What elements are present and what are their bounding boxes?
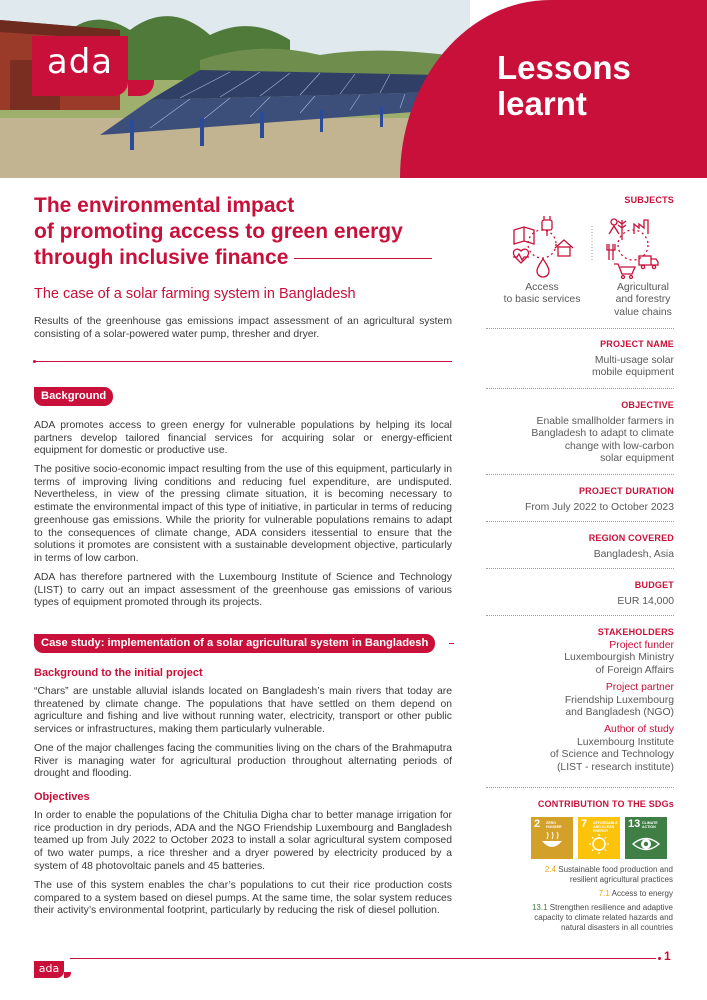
page-title xyxy=(34,193,454,271)
sdg-target-13-1-row xyxy=(500,903,673,913)
sdg-13-label: CLIMATE ACTION xyxy=(642,821,658,829)
region-section xyxy=(486,533,674,561)
objective-line-2: Bangladesh to adapt to climate xyxy=(531,428,674,440)
title-line-2: learnt xyxy=(497,85,587,122)
sdg-7-label: AFFORDABLE AND CLEAN ENERGY xyxy=(593,821,618,833)
subject-icons xyxy=(496,214,686,284)
sdg-target-13-1-line-2: capacity to climate related hazards and xyxy=(534,913,673,922)
page-title-line-3: through inclusive finance xyxy=(34,246,289,269)
partner-label: Project partner xyxy=(605,682,674,694)
sidebar-divider xyxy=(486,615,674,616)
sdg-target-13-1-line-1: Strengthen resilience and adaptive xyxy=(549,903,673,912)
case-study-rule xyxy=(449,643,454,644)
project-name-line-2: mobile equipment xyxy=(591,367,674,379)
sdg-heading: CONTRIBUTION TO THE SDGs xyxy=(537,799,674,809)
case-study-paragraph-4: The use of this system enables the char’s populations to cut their rice production costs compared to a system based on diesel pumps. At the same time, the solar system reduces their activity’s environmental footprint, particularly by reducing the risk of diesel pollution. xyxy=(34,880,452,917)
page-subtitle: The case of a solar farming system in Bangladesh xyxy=(34,286,356,302)
subject-basic-services xyxy=(497,282,587,307)
objective-value xyxy=(486,416,674,466)
footer-rule xyxy=(70,958,656,959)
heart-icon xyxy=(513,249,529,263)
subjects-heading: SUBJECTS xyxy=(624,195,674,205)
water-drop-icon xyxy=(537,259,549,277)
case-study-heading: Case study: implementation of a solar agricultural system in Bangladesh xyxy=(34,634,435,653)
sdg-target-13-1 xyxy=(500,903,673,933)
author-line-1: Luxembourg Institute xyxy=(576,736,674,748)
page-title-line-2: of promoting access to green energy xyxy=(34,220,403,243)
initial-project-subheading: Background to the initial project xyxy=(34,667,203,679)
sdg-7-number: 7 xyxy=(581,818,588,830)
objective-section xyxy=(486,400,674,466)
sdg-2-label: ZERO HUNGER xyxy=(546,821,562,829)
wheat-icon xyxy=(618,220,626,240)
funder-label: Project funder xyxy=(609,640,674,651)
page-number: 1 xyxy=(664,949,671,963)
sdg-target-7-1-text: Access to energy xyxy=(611,889,673,898)
plug-icon xyxy=(542,216,552,236)
partner-line-1: Friendship Luxembourg xyxy=(564,694,674,706)
house-icon xyxy=(555,240,573,256)
background-paragraph-2: The positive socio-economic impact resulting from the use of this equipment, particularly in terms of improving living conditions and reducing fuel expenditure, are undisputed. Nevertheless, in view of the pressing climate situation, it is becoming necessary to estimate the environmental impact of this type of initiative, in particular in terms of reducing greenhouse gas emissions. While the priority for vulnerable populations remains to adapt to the consequences of climate change, ADA considers itessential to ensure that the solutions it promotes are consistent with a sustainable development objective, particularly in terms of low carbon. xyxy=(34,464,452,564)
funder-line-1: Luxembourgish Ministry xyxy=(564,652,674,664)
hero-banner xyxy=(0,0,707,178)
person-icon xyxy=(609,219,619,234)
author-line-3: (LIST - research institute) xyxy=(556,761,674,773)
ada-logo xyxy=(32,36,128,96)
eye-globe-icon xyxy=(625,817,667,859)
bowl-icon xyxy=(531,817,573,859)
footer-dot xyxy=(658,957,661,960)
budget-heading: BUDGET xyxy=(634,580,674,590)
page-title-line-1: The environmental impact xyxy=(34,194,295,217)
cutlery-icon xyxy=(607,244,615,260)
subject-2-line-2: and forestry xyxy=(615,294,671,306)
book-icon xyxy=(514,227,534,244)
stakeholders-heading: STAKEHOLDERS xyxy=(597,627,674,637)
sdg-target-2-4-line-2: resilient agricultural practices xyxy=(569,875,673,884)
sidebar-divider xyxy=(486,328,674,329)
sdg-target-7-1 xyxy=(500,889,673,899)
sidebar-divider xyxy=(486,474,674,475)
sun-power-icon xyxy=(578,817,620,859)
case-study-paragraph-2: One of the major challenges facing the communities living on the chars of the Brahmaputra River is managing water for agricultural production throughout alternating periods of drought and flooding. xyxy=(34,743,452,780)
project-name-heading: PROJECT NAME xyxy=(600,339,674,349)
objective-line-1: Enable smallholder farmers in xyxy=(536,416,674,427)
sdg-target-2-4-line-1: Sustainable food production and xyxy=(558,865,673,874)
project-name-section xyxy=(486,339,674,380)
stakeholders-section xyxy=(486,627,674,774)
sdg-tile-7 xyxy=(578,817,620,859)
footer-logo-text: ada xyxy=(38,962,60,975)
project-name-value xyxy=(486,355,674,380)
footer-logo-tick xyxy=(64,972,71,978)
case-study-paragraph-1: “Chars” are unstable alluvial islands located on Bangladesh’s main rivers that today are threatened by climate change. The populations that have settled on them depend on agriculture and fishing and live without running water, electricity, transport or other public services or infrastructures, making them particularly vulnerable. xyxy=(34,686,452,736)
sdg-target-2-4 xyxy=(500,865,673,885)
subject-1-line-1: Access xyxy=(525,282,559,293)
factory-icon xyxy=(634,220,648,234)
case-study-paragraph-3: In order to enable the populations of the Chitulia Digha char to better manage irrigation for rice production in dry periods, ADA and the NGO Friendship Luxembourg and Bangladesh teamed up from July 2022 to October 2023 to install a solar agricultural system composed of two water pumps, a rice thresher and a dryer powered by electricity produced by a system of 48 photovoltaic panels and 45 batteries. xyxy=(34,810,452,872)
title-line-1: Lessons xyxy=(497,49,631,86)
funder-block xyxy=(486,640,674,677)
background-paragraph-1: ADA promotes access to green energy for vulnerable populations by helping its local partners develop tailored financial services for acquiring solar or energy-efficient equipment for domestic or productive use. xyxy=(34,420,452,457)
sdg-section xyxy=(486,799,674,809)
funder-line-2: of Foreign Affairs xyxy=(595,664,674,676)
sdg-target-2-4-row xyxy=(500,865,673,875)
objective-heading: OBJECTIVE xyxy=(621,400,674,410)
sdg-tile-13 xyxy=(625,817,667,859)
background-heading: Background xyxy=(34,387,113,406)
author-label: Author of study xyxy=(604,724,674,736)
budget-section xyxy=(486,580,674,608)
intro-divider xyxy=(34,361,452,362)
region-value: Bangladesh, Asia xyxy=(593,549,674,560)
sidebar-divider xyxy=(486,521,674,522)
document-type-title xyxy=(497,50,697,122)
objectives-subheading: Objectives xyxy=(34,791,90,803)
region-heading: REGION COVERED xyxy=(588,533,674,543)
subject-agriculture xyxy=(594,282,692,319)
footer-logo xyxy=(34,961,64,978)
partner-line-2: and Bangladesh (NGO) xyxy=(565,707,674,719)
title-rule xyxy=(294,258,432,259)
background-paragraph-3: ADA has therefore partnered with the Luxembourg Institute of Science and Technology (LIST) to carry out an impact assessment of the greenhouse gas emissions of various types of equipment promoted through its projects. xyxy=(34,572,452,609)
sdg-target-2-4-number: 2.4 xyxy=(544,865,556,874)
page-title-line-3-row xyxy=(34,245,454,271)
duration-section xyxy=(486,486,674,514)
partner-block xyxy=(486,682,674,719)
subject-1-line-2: to basic services xyxy=(503,294,581,306)
sidebar-divider xyxy=(486,787,674,788)
duration-value: From July 2022 to October 2023 xyxy=(524,502,674,513)
objective-line-4: solar equipment xyxy=(600,453,674,465)
sdg-2-number: 2 xyxy=(534,818,541,830)
project-name-line-1: Multi-usage solar xyxy=(594,355,674,366)
subject-2-line-1: Agricultural xyxy=(617,282,669,293)
author-block xyxy=(486,724,674,774)
sdg-tile-2 xyxy=(531,817,573,859)
sdg-target-13-1-number: 13.1 xyxy=(531,903,548,912)
duration-heading: PROJECT DURATION xyxy=(578,486,674,496)
sidebar-divider xyxy=(486,388,674,389)
subjects-section xyxy=(486,195,674,205)
subject-icons-svg xyxy=(496,214,686,284)
subject-2-line-3: value chains xyxy=(614,306,672,318)
sidebar-divider xyxy=(486,568,674,569)
objective-line-3: change with low-carbon xyxy=(564,440,674,452)
author-line-2: of Science and Technology xyxy=(549,749,674,761)
budget-value: EUR 14,000 xyxy=(617,596,674,607)
sdg-13-number: 13 xyxy=(628,818,641,830)
truck-icon xyxy=(639,256,658,269)
cart-icon xyxy=(614,264,635,279)
intro-text: Results of the greenhouse gas emissions impact assessment of an agricultural system consisting of a solar-powered water pump, thresher and dryer. xyxy=(34,316,452,340)
logo-text: ada xyxy=(46,42,114,82)
sdg-target-7-1-number: 7.1 xyxy=(598,889,610,898)
sdg-target-13-1-line-3: natural disasters in all countries xyxy=(560,923,673,932)
